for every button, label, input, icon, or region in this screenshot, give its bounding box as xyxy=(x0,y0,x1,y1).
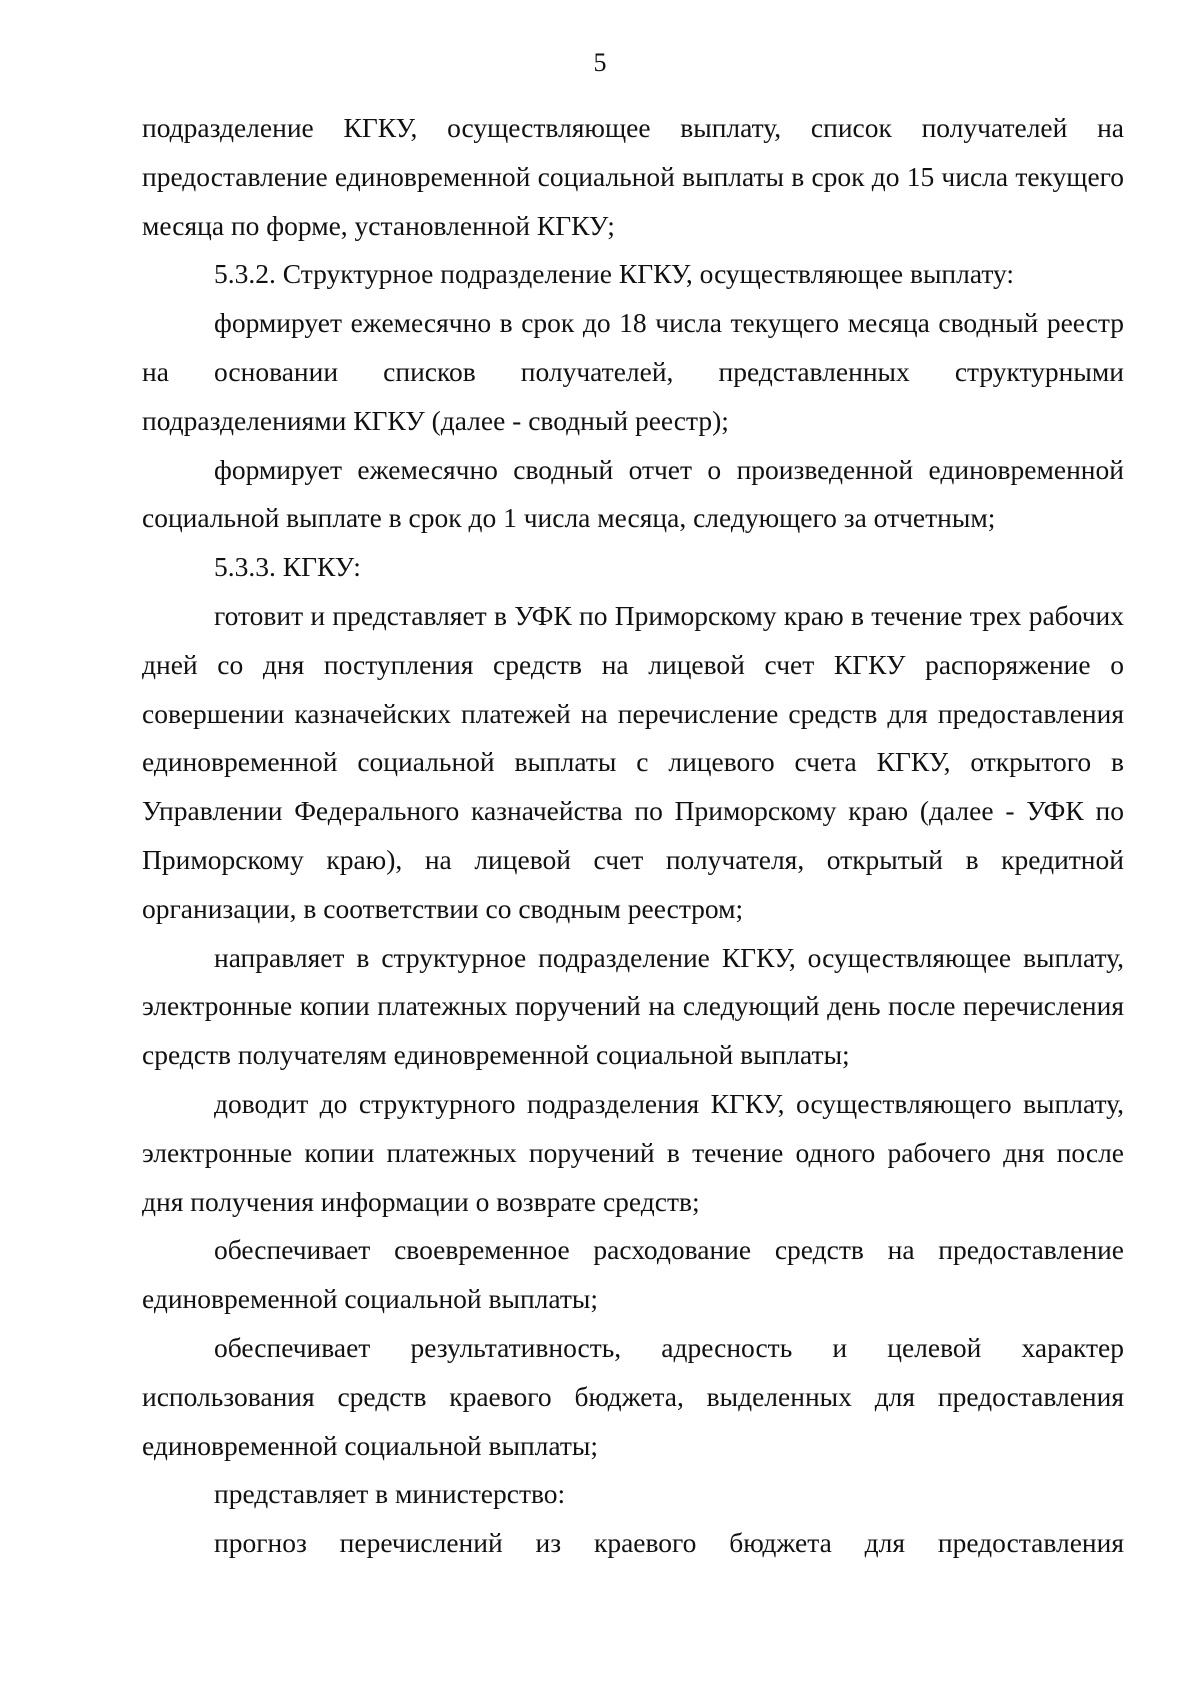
paragraph-monthly-report: формирует ежемесячно сводный отчет о произведенной единовременной социальной выплате в срок до 1 числа месяца, следующего за отчетным; xyxy=(142,453,1124,534)
paragraph-timely-spending: обеспечивает своевременное расходование средств на предоставление единовременной социальной выплаты; xyxy=(142,1234,1124,1315)
paragraph-submits-to-ministry: представляет в министерство: xyxy=(214,1478,566,1510)
paragraph-continuation: подразделение КГКУ, осуществляющее выплату, список получателей на предоставление единовременной социальной выплаты в срок до 15 числа текущего месяца по форме, установленной КГКУ; xyxy=(142,112,1124,241)
paragraph-payment-order: готовит и представляет в УФК по Приморскому краю в течение трех рабочих дней со дня поступления средств на лицевой счет КГКУ распоряжение о совершении казначейских платежей на перечисление средств для предоставления единовременной социальной выплаты с лицевого счета КГКУ, открытого в Управлении Федерального казначейства по Приморскому краю (далее - УФК по Приморскому краю), на лицевой счет получателя, открытый в кредитной организации, в соответствии со сводным реестром; xyxy=(142,599,1124,924)
paragraph-forecast: прогноз перечислений из краевого бюджета для предоставления xyxy=(214,1527,1124,1559)
document-body xyxy=(142,104,1124,1568)
paragraph-electronic-copies: направляет в структурное подразделение КГКУ, осуществляющее выплату, электронные копии платежных поручений на следующий день после перечисления средств получателям единовременной социальной выплаты; xyxy=(142,941,1124,1071)
paragraph-refund-info: доводит до структурного подразделения КГКУ, осуществляющего выплату, электронные копии платежных поручений в течение одного рабочего дня после дня получения информации о возврате средств; xyxy=(142,1087,1124,1217)
page-number: 5 xyxy=(593,48,607,77)
paragraph-targeted-use: обеспечивает результативность, адресность и целевой характер использования средств краевого бюджета, выделенных для предоставления единовременной социальной выплаты; xyxy=(142,1331,1124,1461)
paragraph-section-5-3-3: 5.3.3. КГКУ: xyxy=(214,551,361,583)
paragraph-consolidated-register: формирует ежемесячно в срок до 18 числа текущего месяца сводный реестр на основании списков получателей, представленных структурными подразделениями КГКУ (далее - сводный реестр); xyxy=(142,307,1124,436)
paragraph-section-5-3-2: 5.3.2. Структурное подразделение КГКУ, осуществляющее выплату: xyxy=(214,258,1015,290)
